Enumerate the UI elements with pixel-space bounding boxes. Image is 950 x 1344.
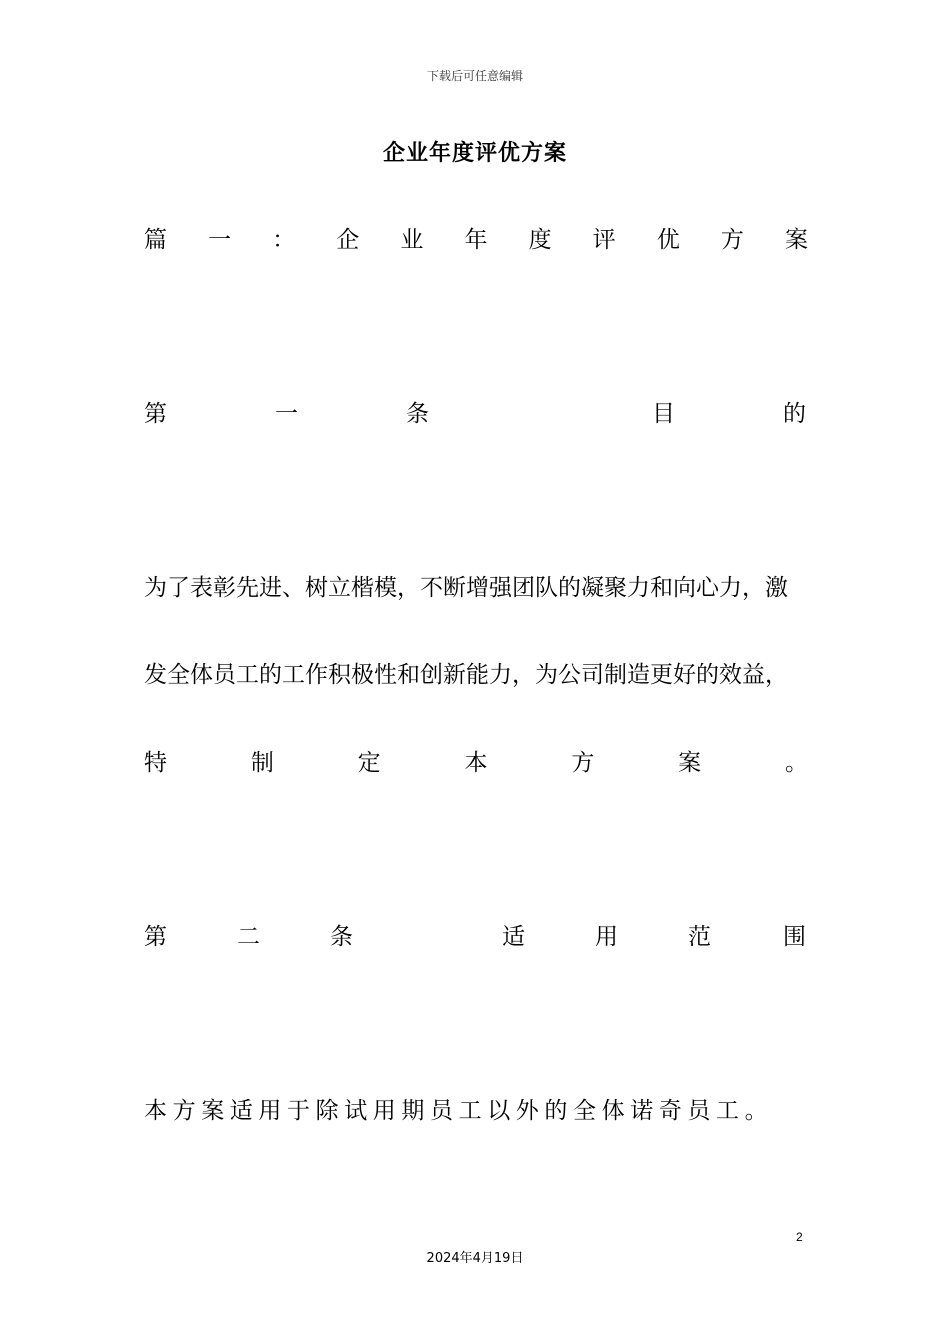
heading-char: 方 xyxy=(720,227,744,253)
body-char: 方 xyxy=(571,750,595,776)
heading-char: 用 xyxy=(595,924,618,950)
heading-char: 评 xyxy=(592,227,616,253)
heading-char: 目 xyxy=(652,401,675,427)
heading-char: 企 xyxy=(336,227,360,253)
heading-char: 案 xyxy=(784,227,808,253)
heading-char: 围 xyxy=(783,924,806,950)
page-number: 2 xyxy=(796,1230,803,1244)
body-char: 定 xyxy=(357,750,381,776)
section-heading xyxy=(144,225,808,255)
body-char: 案 xyxy=(678,750,702,776)
article-1-body-line xyxy=(144,748,808,778)
body-char: 。 xyxy=(784,750,808,776)
heading-char: 范 xyxy=(688,924,711,950)
footer-date: 2024年4月19日 xyxy=(426,1251,524,1266)
heading-char: 条 xyxy=(406,401,429,427)
heading-char: 第 xyxy=(144,924,167,950)
heading-char: 业 xyxy=(400,227,424,253)
heading-char: 二 xyxy=(237,924,260,950)
heading-char: 篇 xyxy=(144,227,167,253)
heading-char: 的 xyxy=(783,401,806,427)
body-char: 制 xyxy=(250,750,274,776)
header-note: 下载后可任意编辑 xyxy=(426,69,523,83)
heading-char: 年 xyxy=(464,227,488,253)
heading-char: 第 xyxy=(144,401,167,427)
article-1-body-line: 发全体员工的工作积极性和创新能力，为公司制造更好的效益， xyxy=(144,662,788,688)
document-title: 企业年度评优方案 xyxy=(382,141,567,166)
heading-char: 一 xyxy=(208,227,232,253)
article-1-body-line: 为了表彰先进、树立楷模，不断增强团队的凝聚力和向心力，激 xyxy=(144,575,788,601)
body-char: 特 xyxy=(144,750,167,776)
article-2-body: 本方案适用于除试用期员工以外的全体诺奇员工。 xyxy=(144,1098,774,1124)
heading-char: 适 xyxy=(502,924,525,950)
heading-char: 度 xyxy=(528,227,552,253)
heading-char: ： xyxy=(272,227,296,253)
heading-char: 优 xyxy=(656,227,680,253)
body-char: 本 xyxy=(464,750,488,776)
heading-char: 条 xyxy=(330,924,353,950)
heading-char: 一 xyxy=(275,401,298,427)
